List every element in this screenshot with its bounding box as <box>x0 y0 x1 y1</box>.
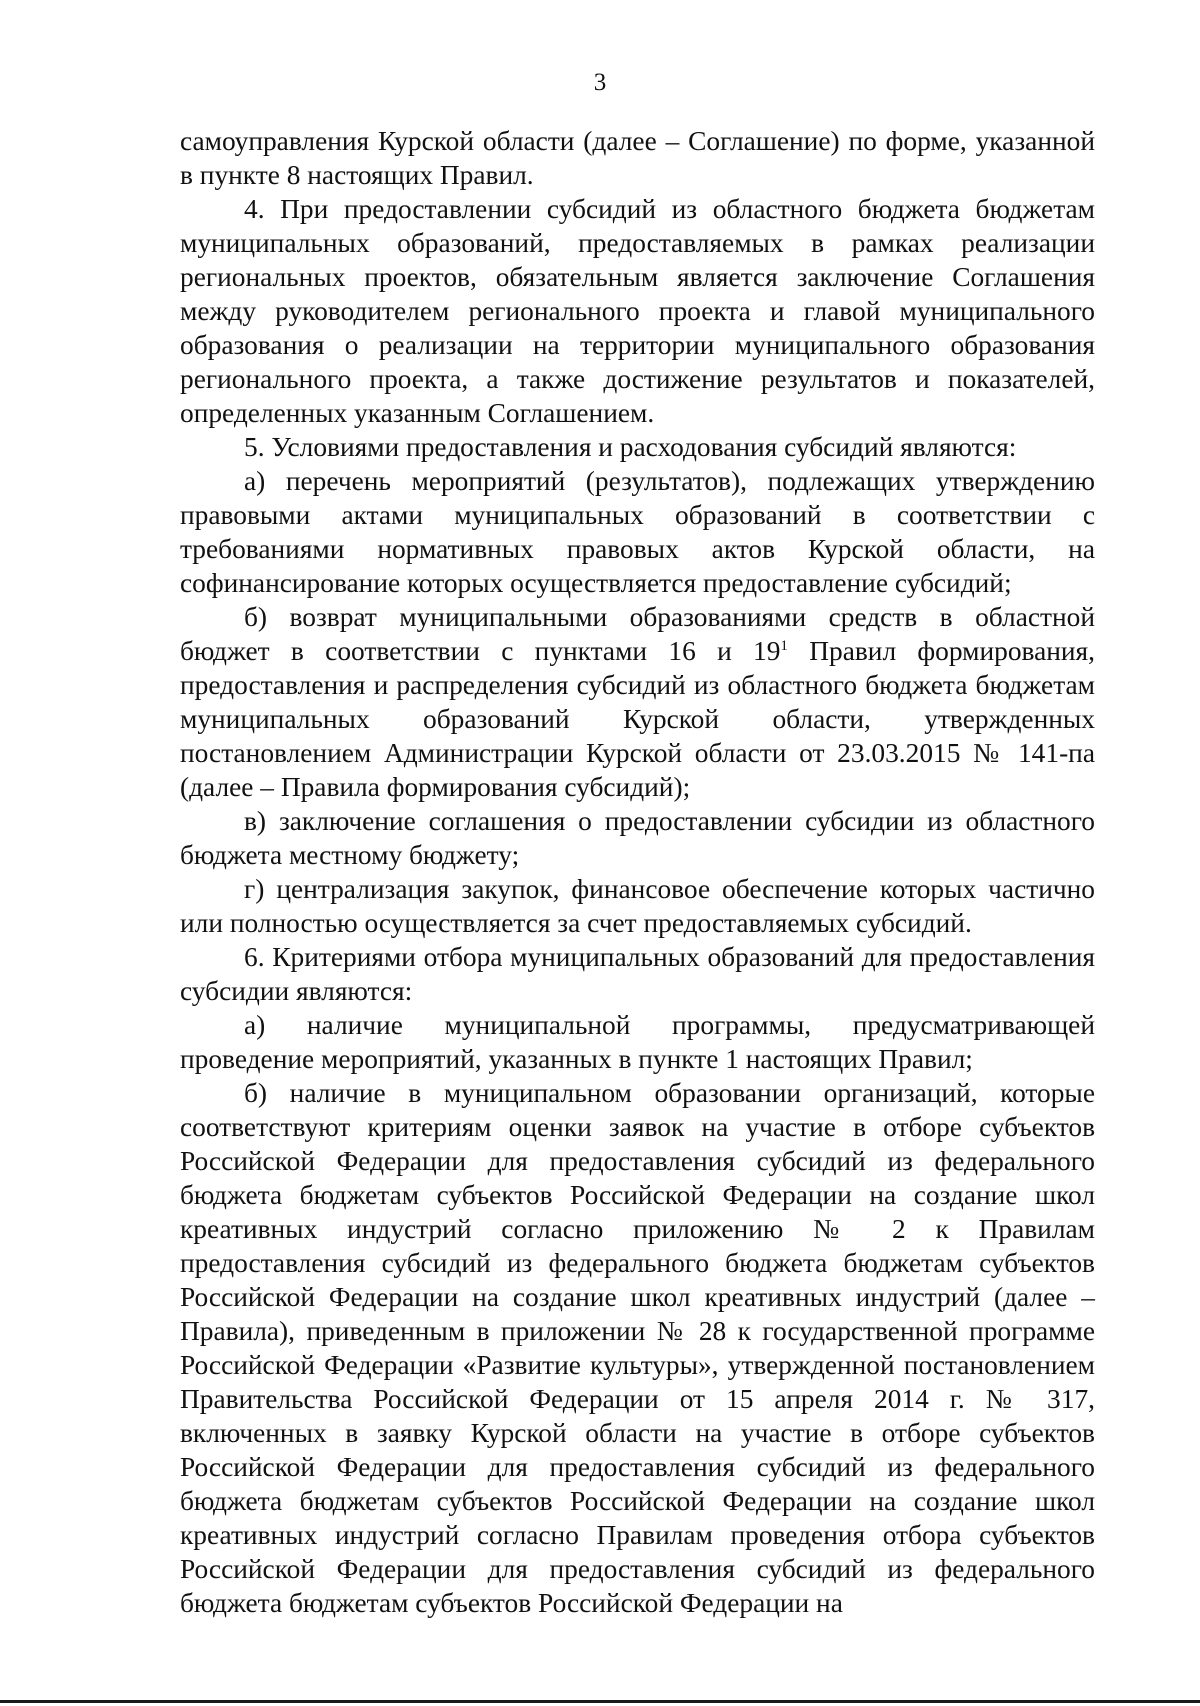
paragraph-item-4: 4. При предоставлении субсидий из областного бюджета бюджетам муниципальных образований, предоставляемых в рамках реализации региональных проектов, обязательным является заключение Соглашения между руководителем регионального проекта и главой муниципального образования о реализации на территории муниципального образования регионального проекта, а также достижение результатов и показателей, определенных указанным Соглашением. <box>180 194 1095 428</box>
page-number: 3 <box>593 69 607 96</box>
paragraph-item-5v: в) заключение соглашения о предоставлении субсидии из областного бюджета местному бюджету; <box>180 806 1095 870</box>
scan-bottom-edge <box>0 1700 1200 1703</box>
paragraph-item-5g: г) централизация закупок, финансовое обеспечение которых частично или полностью осуществляется за счет предоставляемых субсидий. <box>180 874 1095 938</box>
paragraph-item-6: 6. Критериями отбора муниципальных образований для предоставления субсидии являются: <box>180 942 1095 1006</box>
paragraph-item-6a: а) наличие муниципальной программы, предусматривающей проведение мероприятий, указанных в пункте 1 настоящих Правил; <box>180 1010 1095 1074</box>
paragraph-item-5a: а) перечень мероприятий (результатов), подлежащих утверждению правовыми актами муниципальных образований в соответствии с требованиями нормативных правовых актов Курской области, на софинансирование которых осуществляется предоставление субсидий; <box>180 466 1095 598</box>
paragraph-item-6b: б) наличие в муниципальном образовании организаций, которые соответствуют критериям оценки заявок на участие в отборе субъектов Российской Федерации для предоставления субсидий из федерального бюджета бюджетам субъектов Российской Федерации на создание школ креативных индустрий согласно приложению № 2 к Правилам предоставления субсидий из федерального бюджета бюджетам субъектов Российской Федерации на создание школ креативных индустрий (далее – Правила), приведенным в приложении № 28 к государственной программе Российской Федерации «Развитие культуры», утвержденной постановлением Правительства Российской Федерации от 15 апреля 2014 г. № 317, включенных в заявку Курской области на участие в отборе субъектов Российской Федерации для предоставления субсидий из федерального бюджета бюджетам субъектов Российской Федерации на создание школ креативных индустрий согласно Правилам проведения отбора субъектов Российской Федерации для предоставления субсидий из федерального бюджета бюджетам субъектов Российской Федерации на <box>180 1078 1095 1618</box>
paragraph-continuation: самоуправления Курской области (далее – Соглашение) по форме, указанной в пункте 8 настоящих Правил. <box>180 126 1095 190</box>
footnote-superscript: 1 <box>780 637 788 654</box>
paragraph-item-5b-tail: Правил формирования, предоставления и распределения субсидий из областного бюджета бюджетам муниципальных образований Курской области, утвержденных постановлением Администрации Курской области от 23.03.2015 № 141-па (далее – Правила формирования субсидий); <box>180 636 1096 802</box>
document-body <box>180 124 1095 1620</box>
paragraph-item-5: 5. Условиями предоставления и расходования субсидий являются: <box>244 432 1017 462</box>
paragraph-item-5b <box>180 600 1095 804</box>
paragraph-item-5b-head: б) возврат муниципальными образованиями средств в областной бюджет в соответствии с пунктами 16 и 19 <box>180 602 1095 666</box>
